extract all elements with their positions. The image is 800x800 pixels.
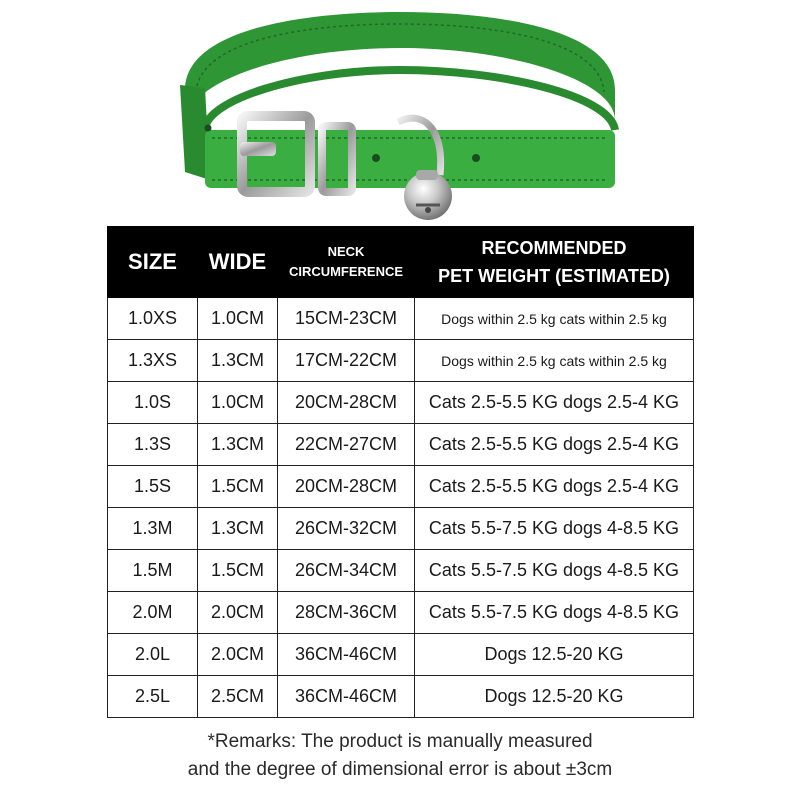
size-chart-table xyxy=(107,226,694,718)
cell-size: 2.5L xyxy=(108,676,198,718)
cell-neck: 28CM-36CM xyxy=(278,592,415,634)
cell-weight: Cats 2.5-5.5 KG dogs 2.5-4 KG xyxy=(415,466,694,508)
cell-neck: 20CM-28CM xyxy=(278,466,415,508)
cell-wide: 1.5CM xyxy=(198,466,278,508)
cell-size: 1.3XS xyxy=(108,340,198,382)
cell-weight: Cats 5.5-7.5 KG dogs 4-8.5 KG xyxy=(415,592,694,634)
cell-size: 2.0L xyxy=(108,634,198,676)
cell-size: 1.0XS xyxy=(108,298,198,340)
cell-wide: 1.5CM xyxy=(198,550,278,592)
cell-neck: 26CM-34CM xyxy=(278,550,415,592)
table-row xyxy=(108,550,694,592)
cell-weight: Cats 2.5-5.5 KG dogs 2.5-4 KG xyxy=(415,382,694,424)
cell-weight: Dogs within 2.5 kg cats within 2.5 kg xyxy=(415,298,694,340)
header-rec-line2: PET WEIGHT (ESTIMATED) xyxy=(438,266,670,286)
remarks-line2: and the degree of dimensional error is about ±3cm xyxy=(187,759,613,780)
cell-neck: 17CM-22CM xyxy=(278,340,415,382)
table-row xyxy=(108,508,694,550)
cell-wide: 2.0CM xyxy=(198,634,278,676)
cell-size: 1.5M xyxy=(108,550,198,592)
pet-collar-image xyxy=(0,0,800,225)
cell-size: 1.3M xyxy=(108,508,198,550)
cell-weight: Cats 5.5-7.5 KG dogs 4-8.5 KG xyxy=(415,550,694,592)
cell-wide: 1.3CM xyxy=(198,424,278,466)
cell-wide: 1.3CM xyxy=(198,508,278,550)
cell-weight: Dogs 12.5-20 KG xyxy=(415,676,694,718)
cell-wide: 2.5CM xyxy=(198,676,278,718)
header-size: SIZE xyxy=(108,227,198,298)
header-recommended-weight xyxy=(415,227,694,298)
remarks-line1: *Remarks: The product is manually measured xyxy=(207,731,593,752)
table-row xyxy=(108,634,694,676)
header-rec-line1: RECOMMENDED xyxy=(481,238,627,258)
cell-wide: 2.0CM xyxy=(198,592,278,634)
cell-wide: 1.0CM xyxy=(198,298,278,340)
header-neck-line2: CIRCUMFERENCE xyxy=(288,264,404,279)
cell-size: 1.5S xyxy=(108,466,198,508)
cell-neck: 20CM-28CM xyxy=(278,382,415,424)
table-row xyxy=(108,592,694,634)
header-wide: WIDE xyxy=(198,227,278,298)
cell-wide: 1.0CM xyxy=(198,382,278,424)
table-row xyxy=(108,298,694,340)
cell-weight: Cats 2.5-5.5 KG dogs 2.5-4 KG xyxy=(415,424,694,466)
cell-weight: Cats 5.5-7.5 KG dogs 4-8.5 KG xyxy=(415,508,694,550)
cell-weight: Dogs within 2.5 kg cats within 2.5 kg xyxy=(415,340,694,382)
header-neck-circumference xyxy=(278,227,415,298)
cell-neck: 36CM-46CM xyxy=(278,634,415,676)
remarks-note xyxy=(0,728,800,784)
cell-neck: 22CM-27CM xyxy=(278,424,415,466)
table-row xyxy=(108,424,694,466)
table-row xyxy=(108,340,694,382)
table-row xyxy=(108,676,694,718)
cell-weight: Dogs 12.5-20 KG xyxy=(415,634,694,676)
cell-size: 1.3S xyxy=(108,424,198,466)
cell-wide: 1.3CM xyxy=(198,340,278,382)
header-neck-line1: NECK xyxy=(327,244,365,259)
cell-size: 1.0S xyxy=(108,382,198,424)
table-row xyxy=(108,466,694,508)
table-row xyxy=(108,382,694,424)
cell-neck: 36CM-46CM xyxy=(278,676,415,718)
cell-neck: 26CM-32CM xyxy=(278,508,415,550)
table-header-row xyxy=(108,227,694,298)
cell-size: 2.0M xyxy=(108,592,198,634)
cell-neck: 15CM-23CM xyxy=(278,298,415,340)
